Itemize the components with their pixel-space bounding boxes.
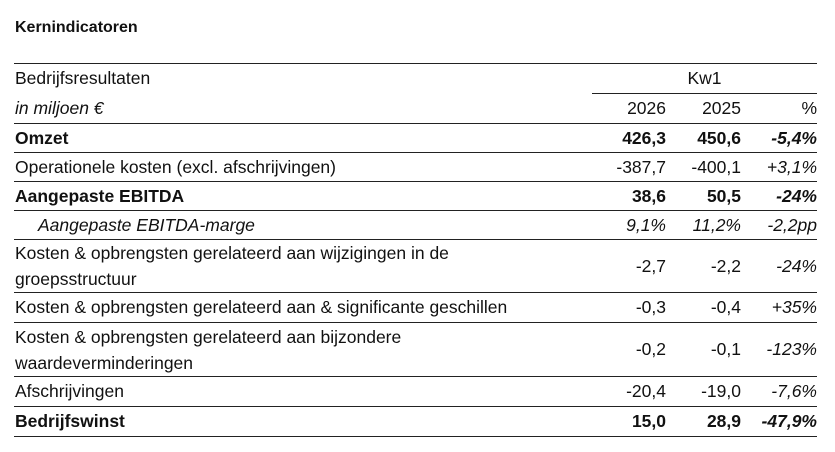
row-label: Aangepaste EBITDA [14, 182, 592, 211]
row-label-line-2: groepsstructuur [15, 269, 137, 289]
key-indicators-table [14, 63, 817, 437]
value-2025: -0,4 [666, 293, 741, 323]
row-label [14, 240, 592, 293]
value-2025: -400,1 [666, 153, 741, 182]
value-pct: -47,9% [741, 407, 817, 437]
value-pct: -123% [741, 323, 817, 377]
value-2026: -387,7 [592, 153, 666, 182]
value-pct: -24% [741, 182, 817, 211]
period-label: Kw1 [592, 64, 817, 94]
row-label: Afschrijvingen [14, 377, 592, 407]
table-row [14, 407, 817, 437]
row-label: Omzet [14, 124, 592, 153]
row-label: Kosten & opbrengsten gerelateerd aan & significante geschillen [14, 293, 592, 323]
table-row [14, 323, 817, 377]
unit-label: in miljoen € [15, 97, 104, 118]
table-row [14, 153, 817, 182]
value-pct: +3,1% [741, 153, 817, 182]
table-row [14, 293, 817, 323]
value-2025: 450,6 [666, 124, 741, 153]
value-2026: -20,4 [592, 377, 666, 407]
value-2026: -2,7 [592, 240, 666, 293]
header-row-years [14, 94, 817, 124]
value-2026: 15,0 [592, 407, 666, 437]
table-row [14, 240, 817, 293]
column-header-pct: % [801, 98, 817, 118]
value-pct: -5,4% [741, 124, 817, 153]
value-2026: 9,1% [592, 211, 666, 240]
row-label [14, 323, 592, 377]
table-row [14, 124, 817, 153]
value-2025: -2,2 [666, 240, 741, 293]
row-label-line-1: Kosten & opbrengsten gerelateerd aan wijzigingen in de [15, 243, 449, 263]
row-label: Aangepaste EBITDA-marge [14, 211, 592, 240]
row-label: Bedrijfswinst [14, 407, 592, 437]
table-row [14, 377, 817, 407]
column-header-2026: 2026 [627, 98, 666, 118]
value-2025: -0,1 [666, 323, 741, 377]
value-2025: 11,2% [666, 211, 741, 240]
row-label: Operationele kosten (excl. afschrijvingen) [14, 153, 592, 182]
row-label-line-2: waardeverminderingen [15, 352, 194, 373]
value-2026: -0,2 [592, 323, 666, 377]
value-2026: -0,3 [592, 293, 666, 323]
value-2025: -19,0 [666, 377, 741, 407]
value-2026: 38,6 [592, 182, 666, 211]
page-title: Kernindicatoren [15, 19, 138, 36]
value-pct: -24% [741, 240, 817, 293]
value-2026: 426,3 [592, 124, 666, 153]
column-header-2025: 2025 [702, 98, 741, 118]
table-row [14, 182, 817, 211]
value-pct: +35% [741, 293, 817, 323]
row-label-line-1: Kosten & opbrengsten gerelateerd aan bijzondere [15, 326, 402, 347]
section-label: Bedrijfsresultaten [14, 64, 592, 94]
value-2025: 28,9 [666, 407, 741, 437]
header-row-period [14, 64, 817, 94]
value-2025: 50,5 [666, 182, 741, 211]
table-row [14, 211, 817, 240]
value-pct: -2,2pp [741, 211, 817, 240]
value-pct: -7,6% [741, 377, 817, 407]
